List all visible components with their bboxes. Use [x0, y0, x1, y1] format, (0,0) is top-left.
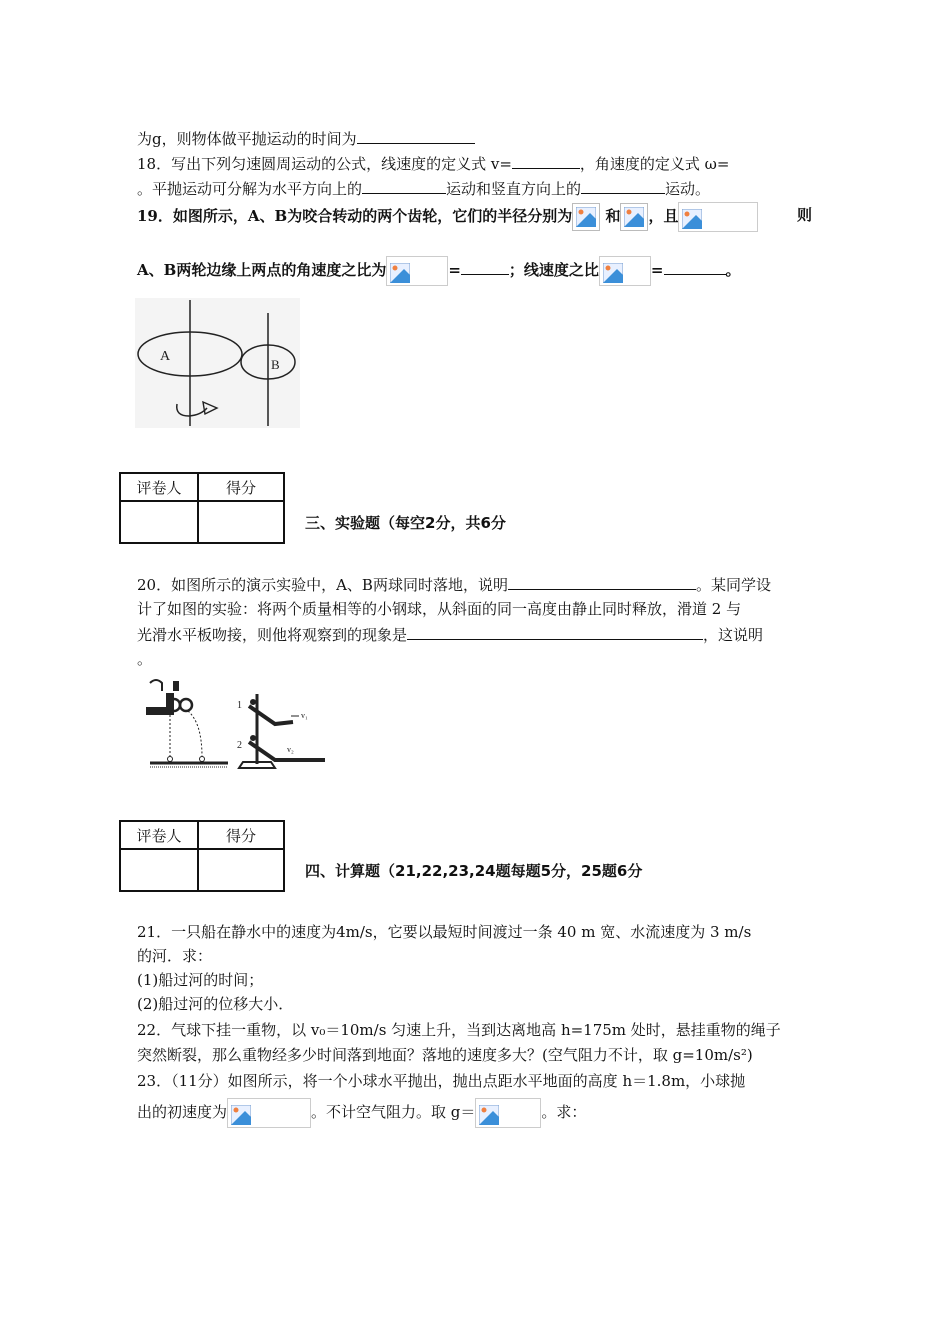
grader-cell[interactable]: [120, 849, 198, 891]
q17-tail: 为g，则物体做平抛运动的时间为: [137, 128, 475, 149]
q20-line3: 光滑水平板吻接，则他将观察到的现象是 ，这说明: [137, 626, 764, 644]
q19-ze: 则: [797, 206, 813, 224]
q18-line2: 。平抛运动可分解为水平方向上的 运动和竖直方向上的 运动。: [137, 180, 711, 198]
score-table: [119, 472, 285, 544]
track-1-label: 1: [237, 700, 242, 711]
answer-blank[interactable]: [581, 178, 665, 194]
q19-line1: 19．如图所示，A、B为咬合转动的两个齿轮，它们的半径分别为 和 ，且: [137, 202, 758, 232]
section-4-title: 四、计算题（21,22,23,24题每题5分，25题6分: [305, 862, 643, 880]
velocity-1-label: v₁: [301, 711, 308, 720]
free-fall-apparatus-figure: [140, 675, 235, 770]
q20-line4: 。: [137, 650, 153, 668]
grader-header: 评卷人: [120, 821, 198, 849]
gear-b-label: B: [271, 357, 280, 372]
q18-line1: 18．写出下列匀速圆周运动的公式，线速度的定义式 v= ，角速度的定义式 ω=: [137, 155, 730, 173]
score-header: 得分: [198, 473, 284, 501]
broken-image-icon: [678, 202, 758, 232]
answer-blank[interactable]: [664, 259, 726, 275]
q21-line3: (1)船过河的时间；: [137, 971, 264, 989]
broken-image-icon: [475, 1098, 541, 1128]
answer-blank[interactable]: [508, 574, 696, 590]
q20-line1: 20．如图所示的演示实验中，A、B两球同时落地，说明 。某同学设: [137, 576, 771, 594]
answer-blank[interactable]: [461, 259, 509, 275]
q21-line4: (2)船过河的位移大小．: [137, 995, 294, 1013]
score-cell[interactable]: [198, 849, 284, 891]
q20-line2: 计了如图的实验：将两个质量相等的小钢球，从斜面的同一高度由静止同时释放，滑道 2 与: [137, 600, 742, 618]
broken-image-icon: [620, 203, 648, 231]
answer-blank[interactable]: [362, 178, 446, 194]
broken-image-icon: [572, 203, 600, 231]
broken-image-icon: [227, 1098, 311, 1128]
answer-blank[interactable]: [407, 624, 703, 640]
broken-image-icon: [386, 256, 448, 286]
q21-line2: 的河．求：: [137, 947, 213, 965]
velocity-2-label: v₂: [287, 745, 294, 754]
q23-line2: 出的初速度为 。不计空气阻力。取 g＝ 。求：: [137, 1098, 586, 1128]
q21-line1: 21．一只船在静水中的速度为4m/s，它要以最短时间渡过一条 40 m 宽、水流速度为 3 m/s: [137, 923, 752, 941]
score-header: 得分: [198, 821, 284, 849]
broken-image-icon: [599, 256, 651, 286]
answer-blank[interactable]: [512, 153, 580, 169]
score-cell[interactable]: [198, 501, 284, 543]
incline-apparatus-figure: [235, 690, 330, 772]
gear-figure: [135, 298, 300, 428]
answer-blank[interactable]: [357, 128, 475, 144]
q19-line2: A、B两轮边缘上两点的角速度之比为 = ；线速度之比 = 。: [137, 256, 741, 286]
q23-line1: 23．（11分）如图所示，将一个小球水平抛出，抛出点距水平地面的高度 h＝1.8m，小球抛: [137, 1072, 746, 1090]
grader-cell[interactable]: [120, 501, 198, 543]
section-3-title: 三、实验题（每空2分，共6分: [305, 514, 506, 532]
q22-line2: 突然断裂，那么重物经多少时间落到地面？落地的速度多大？(空气阻力不计，取 g=10m/s²): [137, 1046, 753, 1064]
track-2-label: 2: [237, 740, 242, 751]
gear-a-label: A: [160, 349, 171, 364]
q22-line1: 22．气球下挂一重物，以 v₀＝10m/s 匀速上升，当到达离地高 h=175m 处时，悬挂重物的绳子: [137, 1021, 781, 1039]
score-table: [119, 820, 285, 892]
grader-header: 评卷人: [120, 473, 198, 501]
